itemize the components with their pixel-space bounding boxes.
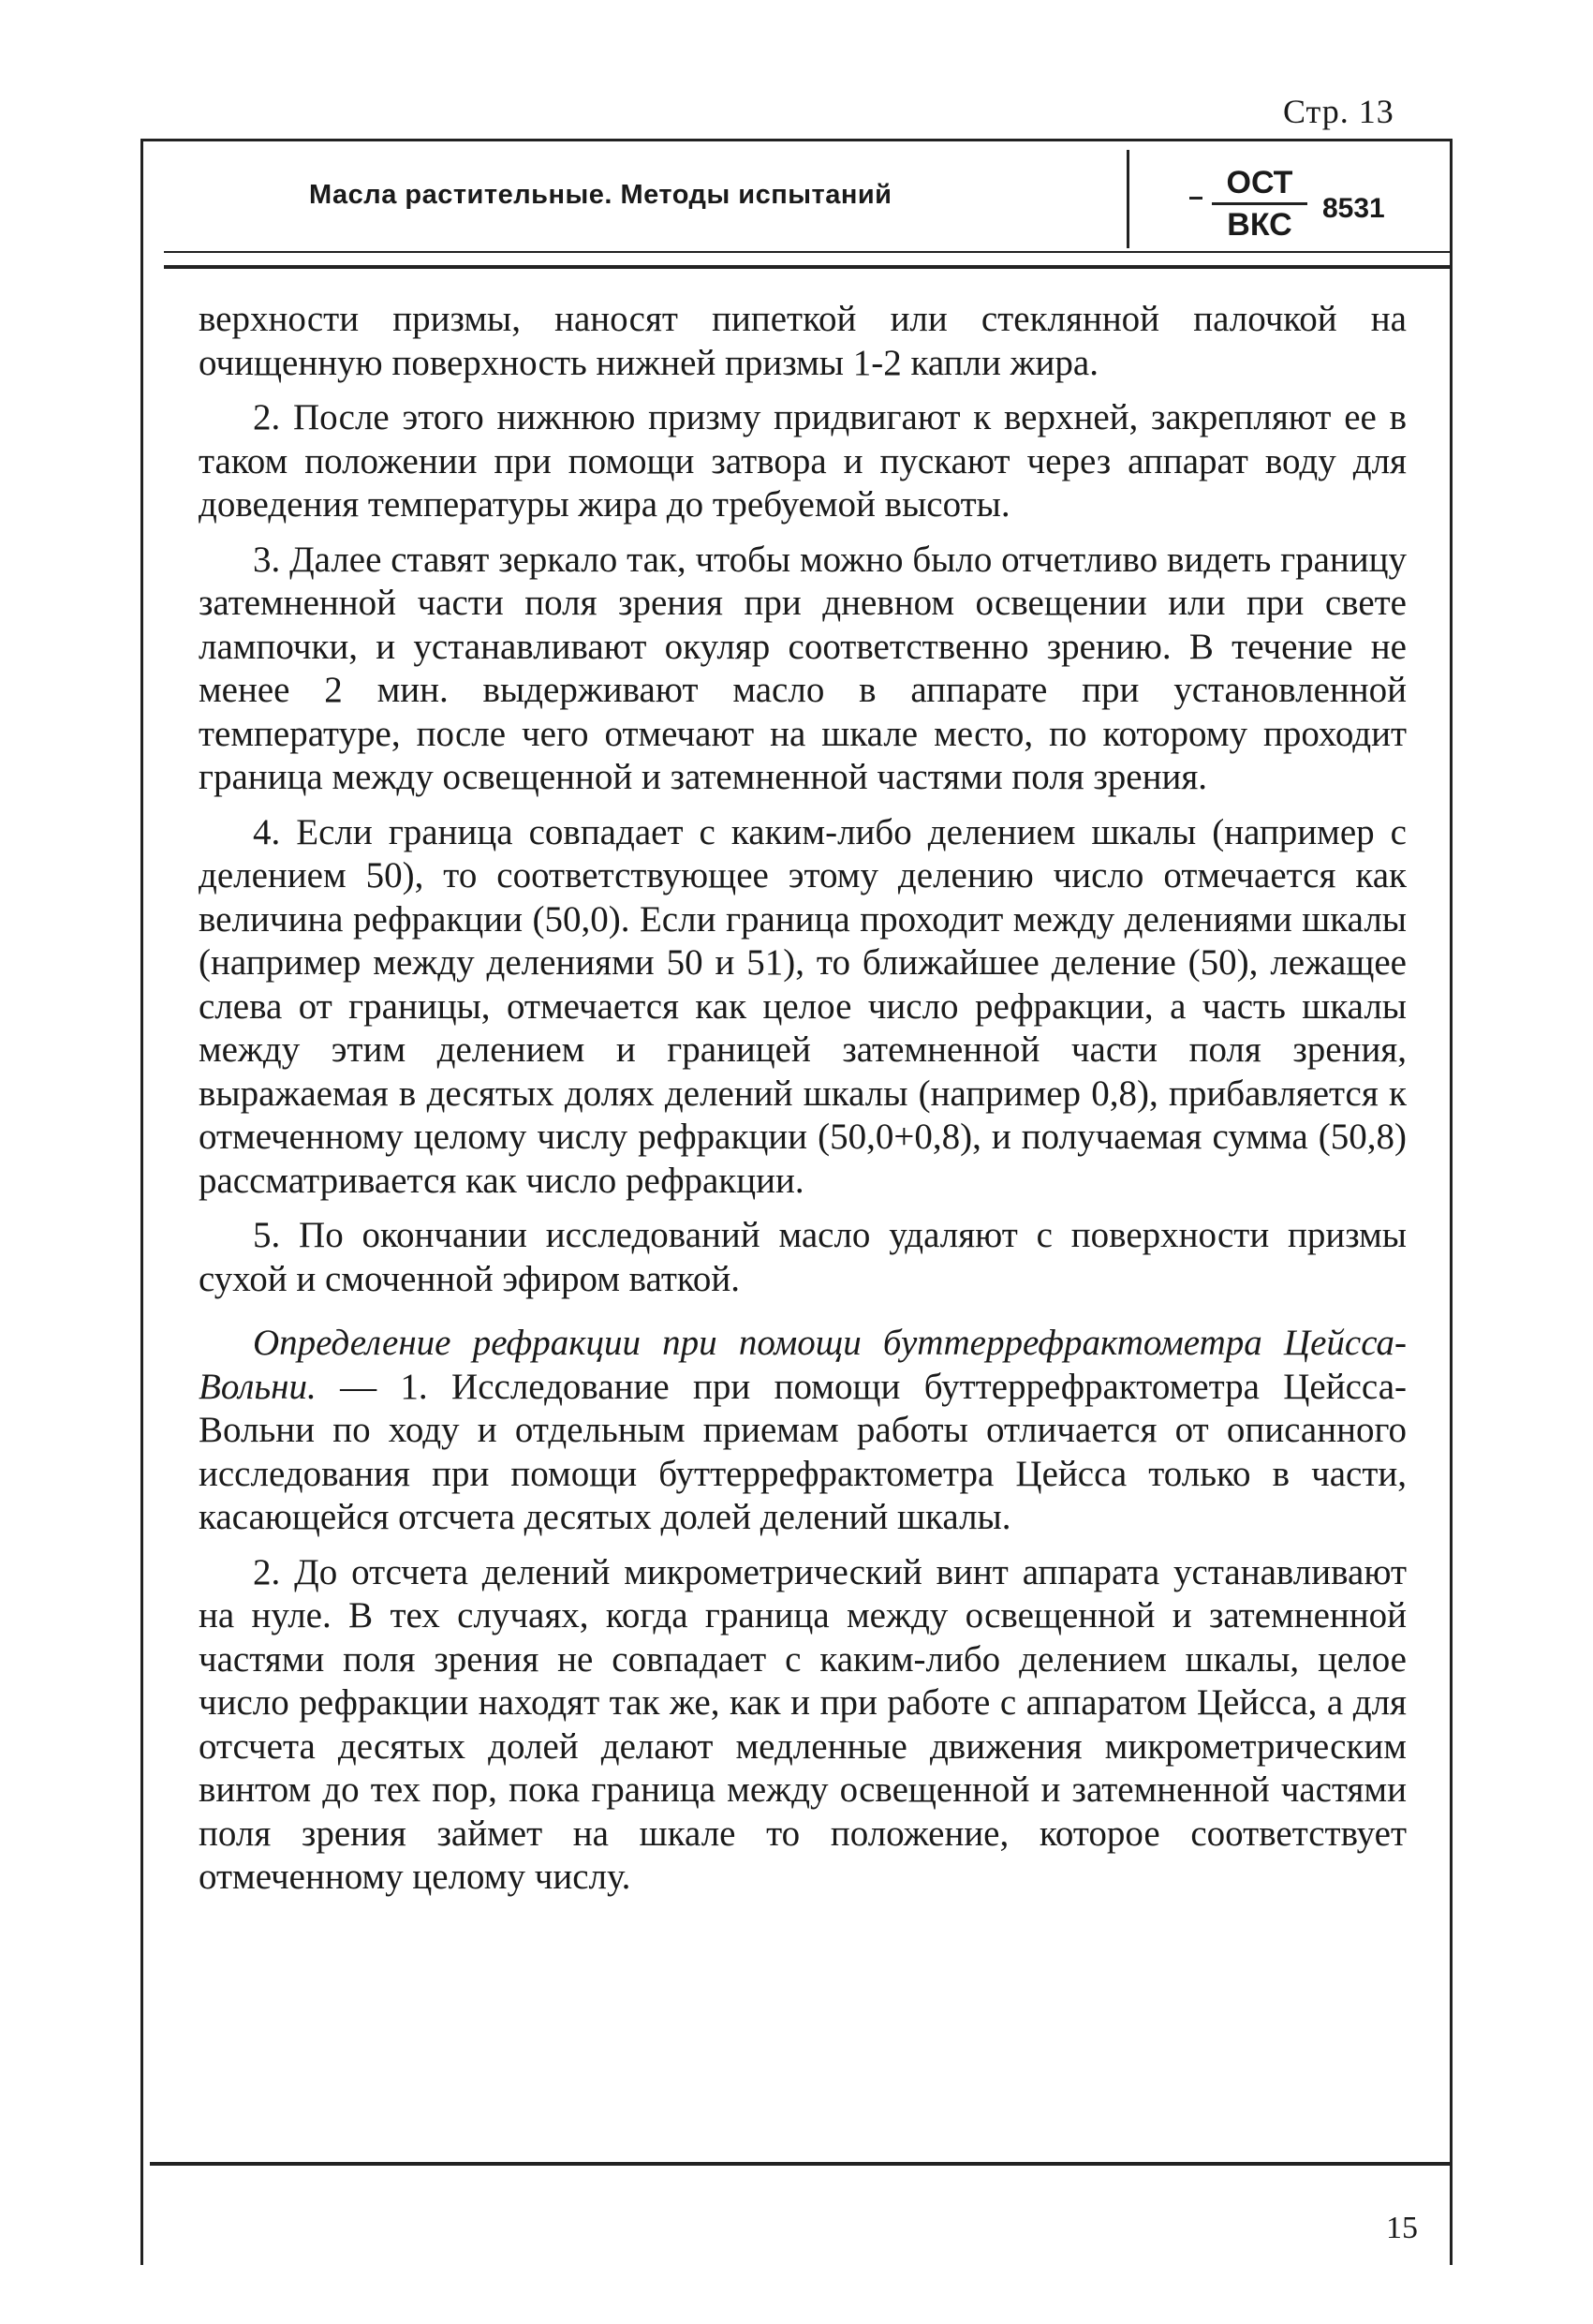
header-middle-rule — [164, 251, 1452, 253]
standard-number: 8531 — [1322, 193, 1385, 224]
code-dash — [1189, 197, 1202, 200]
standard-code — [1208, 165, 1311, 243]
header-top-rule — [140, 139, 1452, 141]
document-title: Масла растительные. Методы испытаний — [309, 180, 892, 210]
section-heading: Определение рефракции при помощи буттеррефрактометра Цейсса-Вольни. — [199, 1323, 1407, 1407]
code-fraction-line — [1212, 202, 1307, 205]
paragraph-3: 3. Далее ставят зеркало так, чтобы можно было отчетливо видеть границу затемненной части поля зрения при дневном освещении или при свете лампочки, и устанавливают окуляр соответственно зрению. В течение не менее 2 мин. выдерживают масло в аппарате при установленной температуре, после чего отмечают на шкале место, по которому проходит граница между освещенной и затемненной частями поля зрения. — [199, 539, 1407, 797]
paragraph-5: 5. По окончании исследований масло удаляют с поверхности призмы сухой и смоченной эфиром ваткой. — [199, 1215, 1407, 1299]
body-text — [199, 298, 1407, 1911]
code-bottom: ВКС — [1227, 207, 1292, 243]
page-number: 15 — [1386, 2211, 1418, 2245]
frame-left-border — [140, 139, 143, 2265]
section-paragraph-2: 2. До отсчета делений микрометрический винт аппарата устанавливают на нуле. В тех случаях, когда граница между освещенной и затемненной частями поля зрения не совпадает с каким-либо делением шкалы, целое число рефракции находят так же, как и при работе с аппаратом Цейсса, а для отсчета десятых долей делают медленные движения микрометрическим винтом до тех пор, пока граница между освещенной и затемненной частями поля зрения займет на шкале то положение, которое соответствует отмеченному целому числу. — [199, 1551, 1407, 1897]
section-paragraph-1 — [199, 1322, 1407, 1540]
header-separator — [1127, 150, 1129, 248]
section-lead: — 1. Исследование при помощи буттеррефрактометра Цейсса-Вольни по ходу и отдельным приемам работы отличается от описанного исследования при помощи буттеррефрактометра Цейсса только в части, касающейся отсчета десятых долей делений шкалы. — [199, 1366, 1407, 1537]
page-label: Стр. 13 — [1283, 93, 1394, 130]
paragraph-continuation: верхности призмы, наносят пипеткой или стеклянной палочкой на очищенную поверхность нижней призмы 1-2 капли жира. — [199, 299, 1407, 383]
header-bottom-rule — [164, 265, 1452, 269]
bottom-rule — [150, 2162, 1452, 2166]
paragraph-4: 4. Если граница совпадает с каким-либо делением шкалы (например с делением 50), то соответствующее этому делению число отмечается как величина рефракции (50,0). Если граница проходит между делениями шкалы (например между делениями 50 и 51), то ближайшее деление (50), лежащее слева от границы, отмечается как целое число рефракции, а часть шкалы между этим делением и границей затемненной части поля зрения, выражаемая в десятых долях делений шкалы (например 0,8), прибавляется к отмеченному целому числу рефракции (50,0+0,8), и получаемая сумма (50,8) рассматривается как число рефракции. — [199, 811, 1407, 1201]
paragraph-2: 2. После этого нижнюю призму придвигают к верхней, закрепляют ее в таком положении при помощи затвора и пускают через аппарат воду для доведения температуры жира до требуемой высоты. — [199, 397, 1407, 525]
code-top: ОСТ — [1226, 165, 1293, 200]
frame-right-border — [1450, 139, 1453, 2265]
